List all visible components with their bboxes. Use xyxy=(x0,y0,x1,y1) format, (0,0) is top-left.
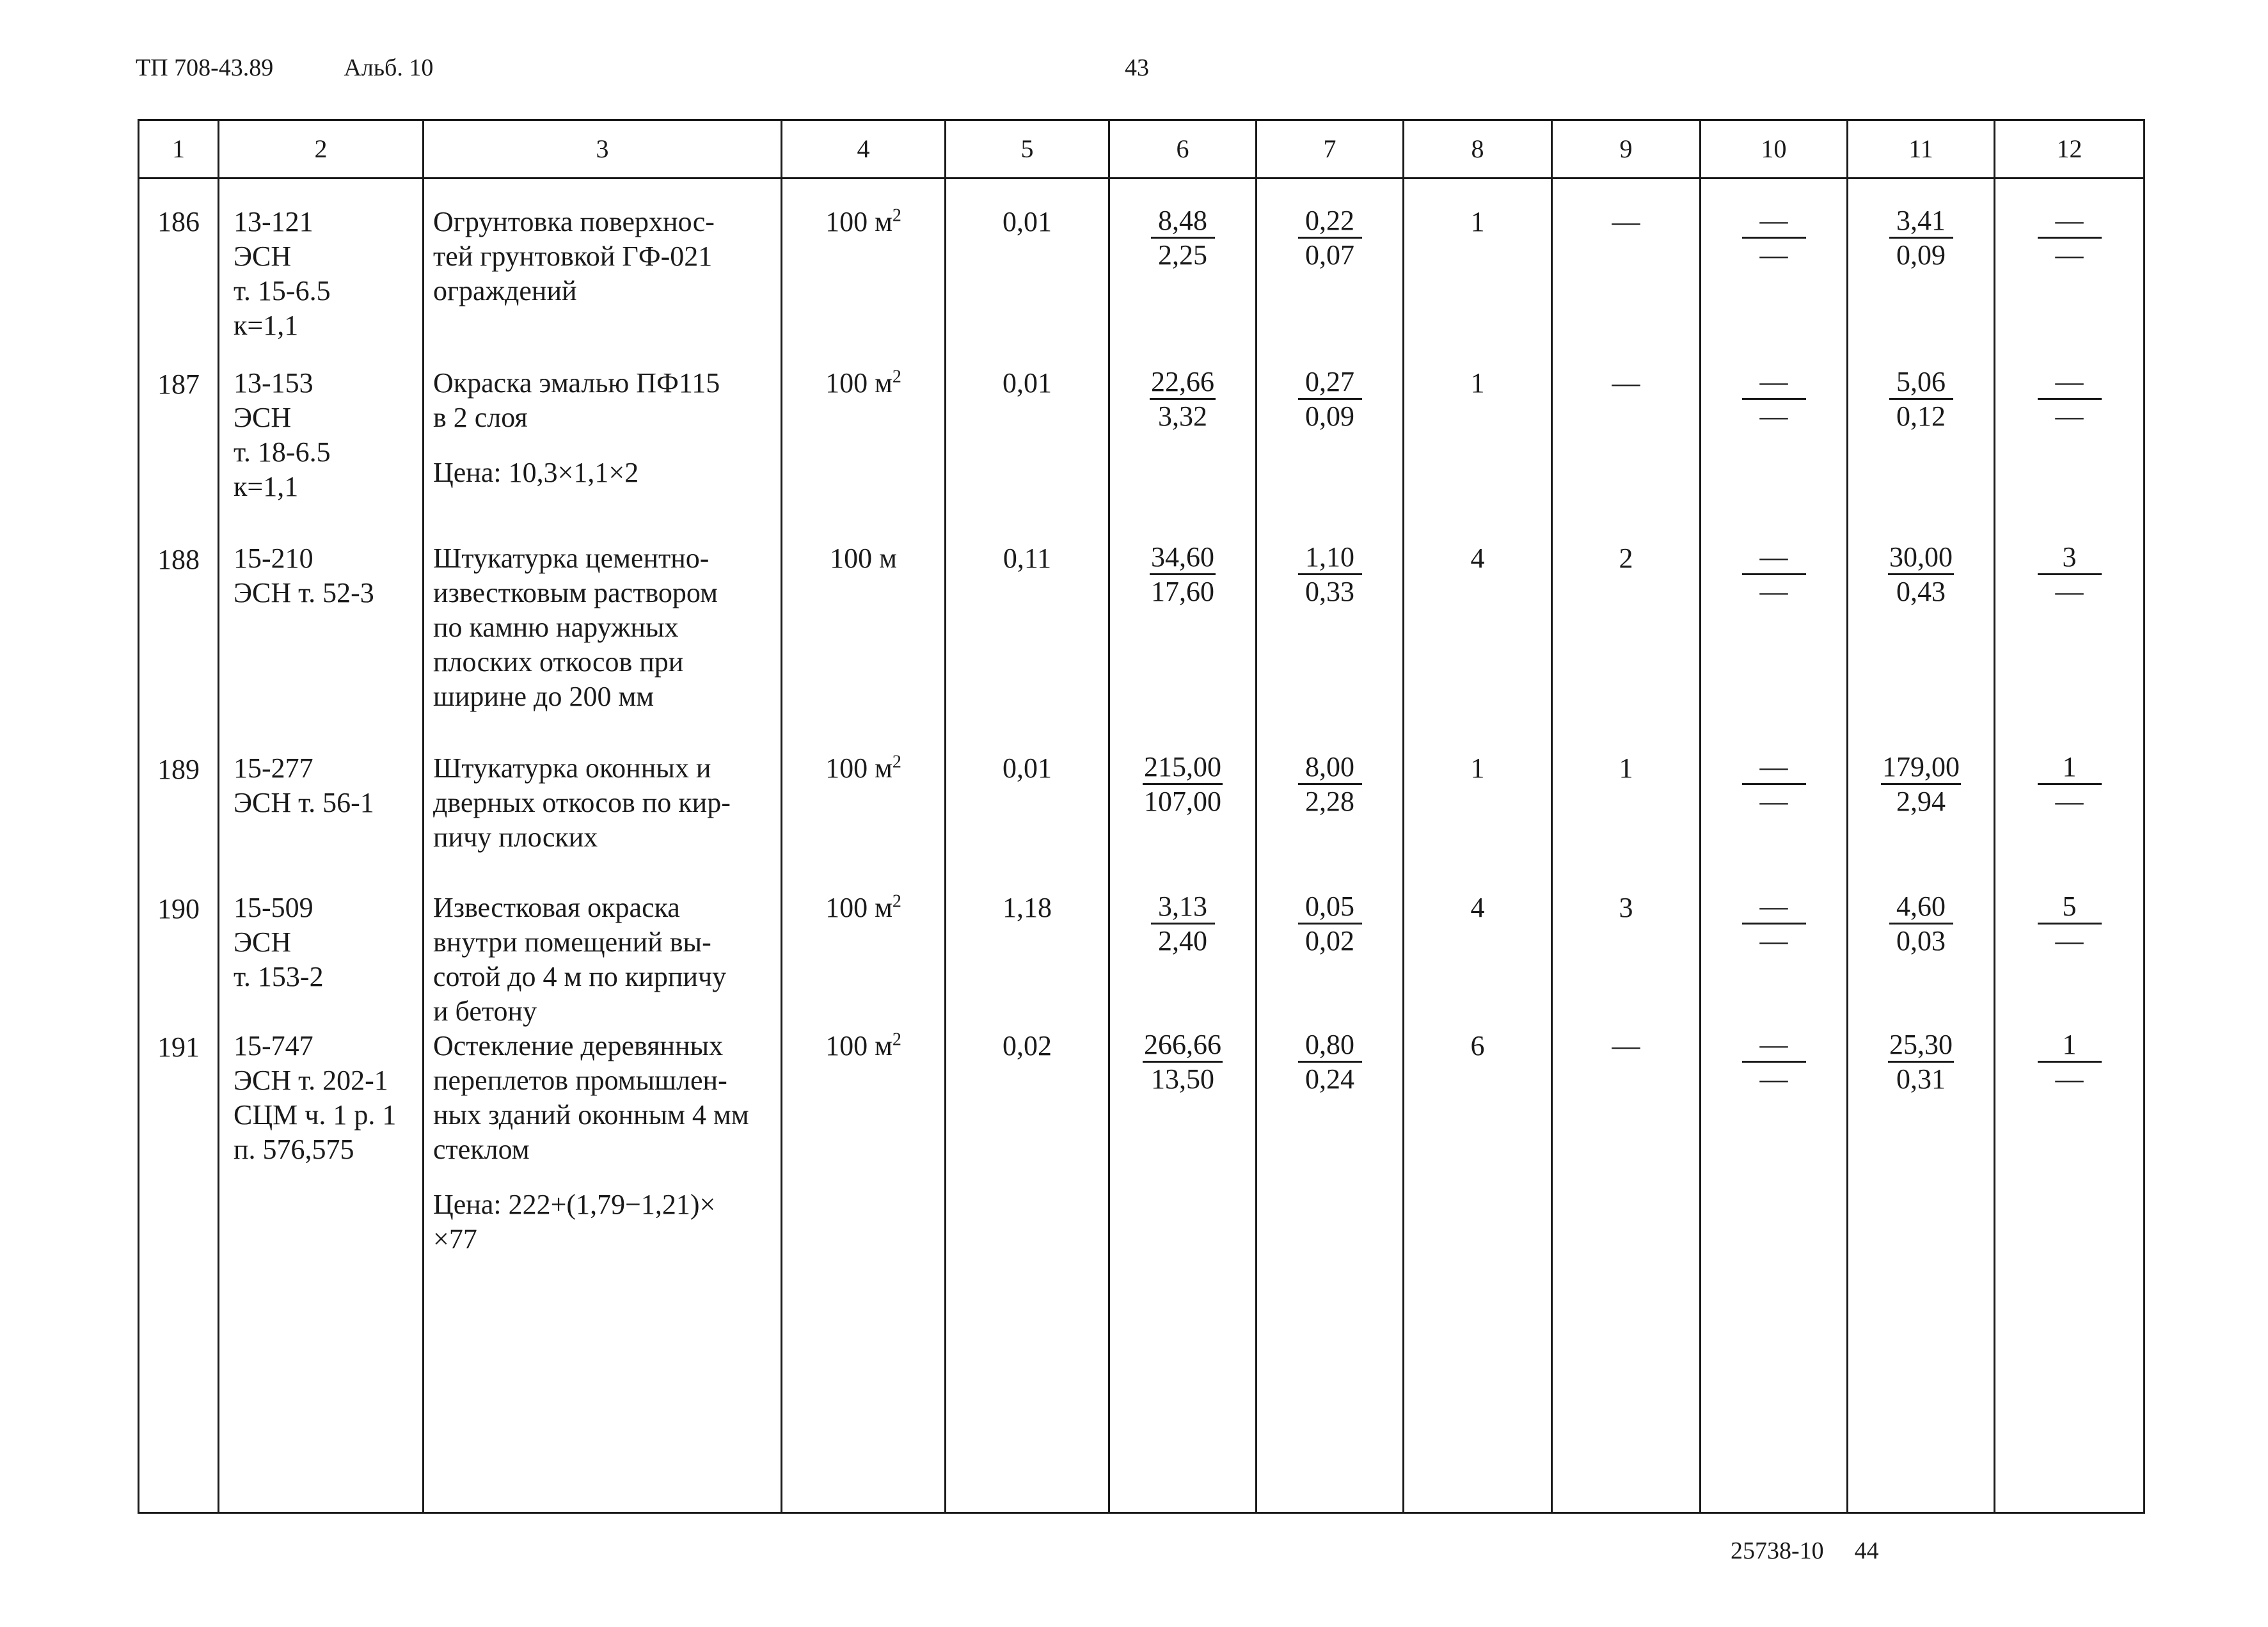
page-header xyxy=(136,54,504,82)
fraction-6-numerator: 3,13 xyxy=(1151,891,1215,925)
fraction-6 xyxy=(1151,205,1215,272)
fraction-7-numerator: 0,80 xyxy=(1298,1029,1362,1063)
column-10 xyxy=(1701,541,1848,751)
column-header: 12 xyxy=(1995,120,2145,179)
fraction-10-numerator: — xyxy=(1742,205,1806,239)
work-description xyxy=(424,541,782,751)
table-row xyxy=(139,179,2145,367)
row-number-text: 187 xyxy=(157,369,200,400)
norm-code xyxy=(219,891,424,1029)
column-11 xyxy=(1848,366,1995,541)
fraction-10-denominator: — xyxy=(1759,786,1788,817)
column-6 xyxy=(1109,891,1257,1029)
column-8 xyxy=(1404,1029,1552,1513)
fraction-7-numerator: 0,27 xyxy=(1298,366,1362,400)
fraction-7-denominator: 0,02 xyxy=(1305,925,1354,956)
value-9: 2 xyxy=(1619,543,1633,574)
quantity-text: 0,02 xyxy=(1003,1030,1052,1061)
value-8: 1 xyxy=(1470,752,1485,784)
fraction-11 xyxy=(1881,751,1961,818)
fraction-10-numerator: — xyxy=(1742,366,1806,400)
column-8 xyxy=(1404,751,1552,891)
column-12 xyxy=(1995,366,2145,541)
fraction-7-denominator: 0,09 xyxy=(1305,401,1354,432)
unit-exponent: 2 xyxy=(892,891,901,912)
unit-of-measure xyxy=(782,1029,946,1513)
unit-text: 100 м xyxy=(825,367,892,399)
norm-code-text: 13-153 ЭСН т. 18-6.5 к=1,1 xyxy=(234,367,331,502)
fraction-10-denominator: — xyxy=(1759,1063,1788,1095)
column-header: 2 xyxy=(219,120,424,179)
column-header: 6 xyxy=(1109,120,1257,179)
fraction-7 xyxy=(1298,541,1362,608)
fraction-10-denominator: — xyxy=(1759,576,1788,607)
fraction-12-denominator: — xyxy=(2055,786,2084,817)
norm-code xyxy=(219,751,424,891)
unit-text: 100 м xyxy=(825,206,892,237)
fraction-12-numerator: — xyxy=(2038,366,2102,400)
row-number-text: 190 xyxy=(157,893,200,925)
row-number xyxy=(139,891,219,1029)
sheet-number: 44 xyxy=(1854,1537,1879,1564)
fraction-11-numerator: 30,00 xyxy=(1888,541,1954,575)
fraction-7-denominator: 0,07 xyxy=(1305,239,1354,271)
unit-text: 100 м xyxy=(825,892,892,923)
quantity xyxy=(946,1029,1109,1513)
fraction-12-denominator: — xyxy=(2055,401,2084,432)
column-12 xyxy=(1995,541,2145,751)
value-8: 4 xyxy=(1470,892,1485,923)
fraction-12-denominator: — xyxy=(2055,239,2084,271)
column-header: 10 xyxy=(1701,120,1848,179)
fraction-11-denominator: 2,94 xyxy=(1896,786,1946,817)
fraction-11 xyxy=(1888,1029,1954,1096)
fraction-10 xyxy=(1742,1029,1806,1096)
fraction-10-denominator: — xyxy=(1759,401,1788,432)
column-header: 8 xyxy=(1404,120,1552,179)
row-number-text: 191 xyxy=(157,1031,200,1063)
column-header: 7 xyxy=(1257,120,1404,179)
column-header: 11 xyxy=(1848,120,1995,179)
value-9: 3 xyxy=(1619,892,1633,923)
column-10 xyxy=(1701,366,1848,541)
fraction-11-numerator: 5,06 xyxy=(1889,366,1953,400)
unit-text: 100 м xyxy=(830,543,897,574)
column-header: 4 xyxy=(782,120,946,179)
row-number xyxy=(139,541,219,751)
column-6 xyxy=(1109,751,1257,891)
work-description-text: Огрунтовка поверхнос- тей грунтовкой ГФ-021 ограждений xyxy=(433,206,715,306)
column-header: 9 xyxy=(1552,120,1701,179)
fraction-10 xyxy=(1742,891,1806,958)
column-9 xyxy=(1552,1029,1701,1513)
fraction-6-denominator: 2,25 xyxy=(1158,239,1207,271)
fraction-7 xyxy=(1298,366,1362,433)
column-7 xyxy=(1257,179,1404,367)
unit-of-measure xyxy=(782,751,946,891)
unit-text: 100 м xyxy=(825,752,892,784)
value-8: 6 xyxy=(1470,1030,1485,1061)
value-9: 1 xyxy=(1619,752,1633,784)
fraction-11-denominator: 0,31 xyxy=(1896,1063,1946,1095)
column-header: 5 xyxy=(946,120,1109,179)
column-8 xyxy=(1404,366,1552,541)
column-7 xyxy=(1257,891,1404,1029)
fraction-6 xyxy=(1143,1029,1223,1096)
row-number-text: 188 xyxy=(157,544,200,575)
column-10 xyxy=(1701,1029,1848,1513)
table-body xyxy=(139,179,2145,1513)
column-6 xyxy=(1109,179,1257,367)
fraction-12-denominator: — xyxy=(2055,1063,2084,1095)
quantity-text: 0,11 xyxy=(1003,543,1052,574)
unit-exponent: 2 xyxy=(892,1029,901,1050)
doc-code: ТП 708-43.89 xyxy=(136,54,274,81)
fraction-11-numerator: 3,41 xyxy=(1889,205,1953,239)
fraction-6 xyxy=(1150,541,1216,608)
column-6 xyxy=(1109,541,1257,751)
unit-exponent: 2 xyxy=(892,205,901,226)
fraction-10 xyxy=(1742,366,1806,433)
table-row xyxy=(139,751,2145,891)
norm-code xyxy=(219,366,424,541)
column-8 xyxy=(1404,891,1552,1029)
estimate-table xyxy=(138,119,2145,1514)
norm-code-text: 15-747 ЭСН т. 202-1 СЦМ ч. 1 р. 1 п. 576,575 xyxy=(234,1030,397,1165)
fraction-10-denominator: — xyxy=(1759,925,1788,956)
price-formula: Цена: 10,3×1,1×2 xyxy=(433,457,639,488)
fraction-12 xyxy=(2038,541,2102,608)
fraction-6 xyxy=(1143,751,1223,818)
column-12 xyxy=(1995,179,2145,367)
work-description xyxy=(424,891,782,1029)
column-7 xyxy=(1257,751,1404,891)
fraction-12 xyxy=(2038,205,2102,272)
fraction-10-denominator: — xyxy=(1759,239,1788,271)
fraction-12-numerator: 1 xyxy=(2038,1029,2102,1063)
fraction-12 xyxy=(2038,751,2102,818)
column-12 xyxy=(1995,751,2145,891)
fraction-7 xyxy=(1298,205,1362,272)
column-header: 1 xyxy=(139,120,219,179)
fraction-11-denominator: 0,12 xyxy=(1896,401,1946,432)
column-11 xyxy=(1848,541,1995,751)
column-11 xyxy=(1848,751,1995,891)
fraction-6-denominator: 107,00 xyxy=(1144,786,1221,817)
table-row xyxy=(139,1029,2145,1513)
unit-of-measure xyxy=(782,179,946,367)
norm-code-text: 13-121 ЭСН т. 15-6.5 к=1,1 xyxy=(234,206,331,341)
fraction-7-numerator: 8,00 xyxy=(1298,751,1362,785)
quantity-text: 1,18 xyxy=(1003,892,1052,923)
column-10 xyxy=(1701,891,1848,1029)
fraction-12 xyxy=(2038,891,2102,958)
column-6 xyxy=(1109,366,1257,541)
fraction-12-denominator: — xyxy=(2055,576,2084,607)
column-9 xyxy=(1552,751,1701,891)
fraction-6-numerator: 8,48 xyxy=(1151,205,1215,239)
fraction-11-numerator: 179,00 xyxy=(1881,751,1961,785)
column-11 xyxy=(1848,1029,1995,1513)
fraction-7-denominator: 0,33 xyxy=(1305,576,1354,607)
column-7 xyxy=(1257,541,1404,751)
fraction-6-denominator: 2,40 xyxy=(1158,925,1207,956)
work-description xyxy=(424,751,782,891)
fraction-11 xyxy=(1889,891,1953,958)
fraction-10-numerator: — xyxy=(1742,751,1806,785)
fraction-7-numerator: 0,22 xyxy=(1298,205,1362,239)
value-9: — xyxy=(1612,367,1640,399)
column-header: 3 xyxy=(424,120,782,179)
fraction-10 xyxy=(1742,205,1806,272)
row-number xyxy=(139,366,219,541)
unit-of-measure xyxy=(782,366,946,541)
fraction-6 xyxy=(1150,366,1216,433)
fraction-11-denominator: 0,43 xyxy=(1896,576,1946,607)
work-description xyxy=(424,366,782,541)
column-9 xyxy=(1552,891,1701,1029)
fraction-6-numerator: 22,66 xyxy=(1150,366,1216,400)
column-9 xyxy=(1552,541,1701,751)
quantity xyxy=(946,179,1109,367)
fraction-12-numerator: 1 xyxy=(2038,751,2102,785)
album-label: Альб. 10 xyxy=(344,54,434,81)
fraction-10-numerator: — xyxy=(1742,891,1806,925)
work-description-text: Штукатурка цементно- известковым раствором по камню наружных плоских откосов при ширине до 200 мм xyxy=(433,543,718,712)
fraction-6-denominator: 3,32 xyxy=(1158,401,1207,432)
page-number: 43 xyxy=(1125,54,1149,81)
doc-number: 25738-10 xyxy=(1731,1537,1824,1564)
column-10 xyxy=(1701,179,1848,367)
fraction-7 xyxy=(1298,751,1362,818)
work-description-text: Штукатурка оконных и дверных откосов по кир- пичу плоских xyxy=(433,752,731,853)
work-description xyxy=(424,179,782,367)
fraction-6-denominator: 13,50 xyxy=(1151,1063,1214,1095)
column-8 xyxy=(1404,179,1552,367)
value-8: 1 xyxy=(1470,367,1485,399)
fraction-6-numerator: 266,66 xyxy=(1143,1029,1223,1063)
norm-code xyxy=(219,1029,424,1513)
row-number xyxy=(139,179,219,367)
fraction-12 xyxy=(2038,1029,2102,1096)
work-description xyxy=(424,1029,782,1513)
column-7 xyxy=(1257,1029,1404,1513)
column-8 xyxy=(1404,541,1552,751)
row-number xyxy=(139,751,219,891)
fraction-6-denominator: 17,60 xyxy=(1151,576,1214,607)
fraction-12-numerator: — xyxy=(2038,205,2102,239)
unit-exponent: 2 xyxy=(892,752,901,772)
fraction-11-numerator: 4,60 xyxy=(1889,891,1953,925)
fraction-10 xyxy=(1742,541,1806,608)
norm-code xyxy=(219,541,424,751)
fraction-10 xyxy=(1742,751,1806,818)
fraction-11 xyxy=(1888,541,1954,608)
quantity xyxy=(946,751,1109,891)
norm-code-text: 15-509 ЭСН т. 153-2 xyxy=(234,892,324,992)
quantity xyxy=(946,366,1109,541)
value-8: 1 xyxy=(1470,206,1485,237)
row-number xyxy=(139,1029,219,1513)
unit-of-measure xyxy=(782,541,946,751)
fraction-11-denominator: 0,03 xyxy=(1896,925,1946,956)
quantity-text: 0,01 xyxy=(1003,367,1052,399)
unit-of-measure xyxy=(782,891,946,1029)
fraction-11-denominator: 0,09 xyxy=(1896,239,1946,271)
work-description-text: Окраска эмалью ПФ115 в 2 слоя xyxy=(433,367,720,433)
fraction-7-denominator: 0,24 xyxy=(1305,1063,1354,1095)
quantity xyxy=(946,891,1109,1029)
column-9 xyxy=(1552,366,1701,541)
column-12 xyxy=(1995,1029,2145,1513)
fraction-11-numerator: 25,30 xyxy=(1888,1029,1954,1063)
column-9 xyxy=(1552,179,1701,367)
fraction-12-numerator: 3 xyxy=(2038,541,2102,575)
quantity-text: 0,01 xyxy=(1003,752,1052,784)
table-row xyxy=(139,891,2145,1029)
column-6 xyxy=(1109,1029,1257,1513)
fraction-7-denominator: 2,28 xyxy=(1305,786,1354,817)
page-footer xyxy=(1731,1537,1910,1565)
work-description-text: Известковая окраска внутри помещений вы- сотой до 4 м по кирпичу и бетону xyxy=(433,892,727,1027)
row-number-text: 189 xyxy=(157,754,200,785)
table-row xyxy=(139,366,2145,541)
column-11 xyxy=(1848,179,1995,367)
fraction-11 xyxy=(1889,366,1953,433)
row-number-text: 186 xyxy=(157,206,200,237)
fraction-7 xyxy=(1298,1029,1362,1096)
unit-exponent: 2 xyxy=(892,367,901,387)
fraction-10-numerator: — xyxy=(1742,541,1806,575)
value-9: — xyxy=(1612,1030,1640,1061)
table-row xyxy=(139,541,2145,751)
fraction-11 xyxy=(1889,205,1953,272)
quantity xyxy=(946,541,1109,751)
fraction-12-denominator: — xyxy=(2055,925,2084,956)
value-8: 4 xyxy=(1470,543,1485,574)
fraction-12-numerator: 5 xyxy=(2038,891,2102,925)
value-9: — xyxy=(1612,206,1640,237)
norm-code xyxy=(219,179,424,367)
fraction-10-numerator: — xyxy=(1742,1029,1806,1063)
fraction-12 xyxy=(2038,366,2102,433)
norm-code-text: 15-210 ЭСН т. 52-3 xyxy=(234,543,374,608)
fraction-7 xyxy=(1298,891,1362,958)
norm-code-text: 15-277 ЭСН т. 56-1 xyxy=(234,752,374,818)
column-7 xyxy=(1257,366,1404,541)
column-11 xyxy=(1848,891,1995,1029)
fraction-7-numerator: 1,10 xyxy=(1298,541,1362,575)
column-12 xyxy=(1995,891,2145,1029)
fraction-6-numerator: 34,60 xyxy=(1150,541,1216,575)
price-formula: Цена: 222+(1,79−1,21)× ×77 xyxy=(433,1189,716,1255)
unit-text: 100 м xyxy=(825,1030,892,1061)
fraction-6 xyxy=(1151,891,1215,958)
column-10 xyxy=(1701,751,1848,891)
work-description-text: Остекление деревянных переплетов промышлен- ных зданий оконным 4 мм стеклом xyxy=(433,1030,749,1165)
quantity-text: 0,01 xyxy=(1003,206,1052,237)
fraction-7-numerator: 0,05 xyxy=(1298,891,1362,925)
table-header xyxy=(139,120,2145,179)
fraction-6-numerator: 215,00 xyxy=(1143,751,1223,785)
